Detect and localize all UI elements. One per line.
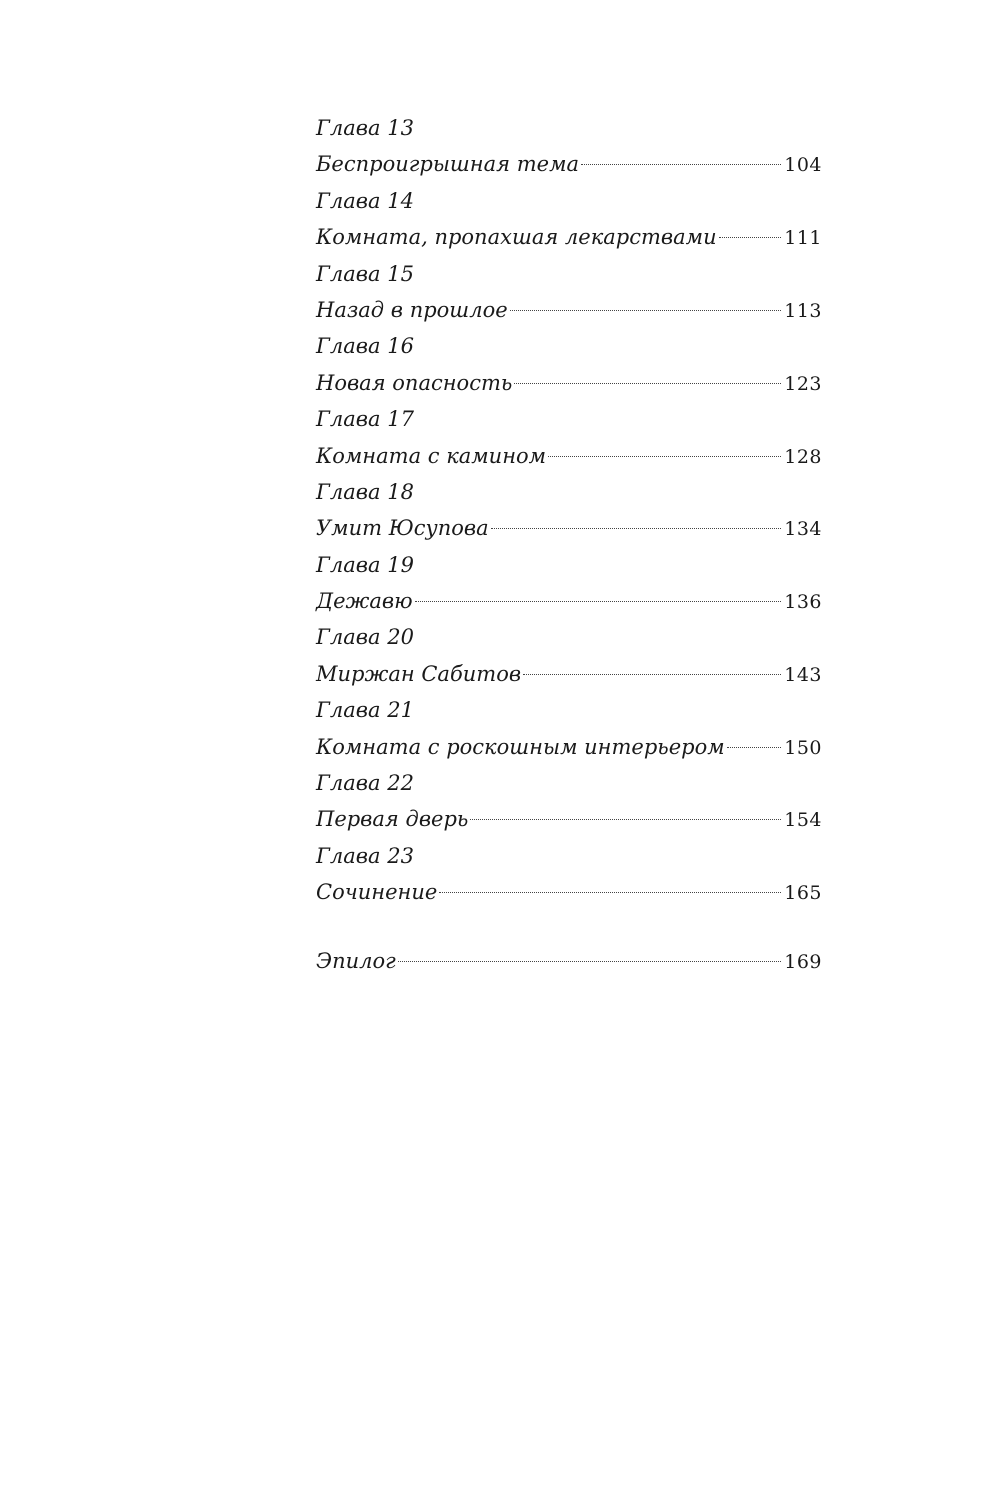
toc-entry — [316, 510, 822, 546]
toc-group — [316, 328, 822, 401]
entry-page-number: 169 — [784, 950, 822, 973]
toc-entry — [316, 874, 822, 910]
entry-title: Умит Юсупова — [316, 516, 489, 541]
dot-leader — [719, 237, 782, 238]
entry-page-number: 143 — [784, 663, 822, 686]
entry-title: Миржан Сабитов — [316, 661, 522, 686]
toc-entry — [316, 438, 822, 474]
section-gap — [316, 911, 822, 943]
dot-leader — [514, 383, 781, 384]
toc-group — [316, 765, 822, 838]
epilogue-entry — [316, 943, 822, 979]
toc-group — [316, 401, 822, 474]
toc-group — [316, 838, 822, 911]
dot-leader — [470, 819, 781, 820]
chapter-label: Глава 20 — [316, 625, 414, 650]
toc-group — [316, 547, 822, 620]
entry-page-number: 128 — [784, 445, 822, 468]
chapter-label: Глава 19 — [316, 552, 414, 577]
toc-entry — [316, 292, 822, 328]
entry-title: Новая опасность — [316, 370, 513, 395]
dot-leader — [415, 601, 782, 602]
chapter-label: Глава 21 — [316, 698, 414, 723]
table-of-contents — [316, 110, 822, 979]
entry-title: Беспроигрышная тема — [316, 152, 580, 177]
entry-title: Первая дверь — [316, 807, 469, 832]
dot-leader — [727, 747, 782, 748]
entry-title: Комната с камином — [316, 443, 547, 468]
chapter-label: Глава 16 — [316, 334, 414, 359]
entry-page-number: 123 — [784, 372, 822, 395]
entry-page-number: 104 — [784, 154, 822, 177]
entry-page-number: 134 — [784, 518, 822, 541]
chapter-label: Глава 14 — [316, 188, 414, 213]
dot-leader — [581, 164, 781, 165]
entry-page-number: 136 — [784, 591, 822, 614]
dot-leader — [548, 456, 781, 457]
chapter-label: Глава 17 — [316, 407, 414, 432]
chapter-label: Глава 18 — [316, 479, 414, 504]
toc-entry — [316, 729, 822, 765]
chapter-label: Глава 22 — [316, 771, 414, 796]
toc-entry — [316, 583, 822, 619]
toc-group — [316, 619, 822, 692]
entry-page-number: 113 — [784, 299, 822, 322]
toc-group — [316, 110, 822, 183]
dot-leader — [523, 674, 781, 675]
toc-entry — [316, 656, 822, 692]
entry-title: Сочинение — [316, 880, 438, 905]
toc-group — [316, 183, 822, 256]
entry-page-number: 150 — [784, 736, 822, 759]
entry-title: Назад в прошлое — [316, 297, 508, 322]
entry-page-number: 154 — [784, 809, 822, 832]
entry-title: Комната с роскошным интерьером — [316, 734, 725, 759]
toc-entry — [316, 219, 822, 255]
toc-group — [316, 256, 822, 329]
chapter-label: Глава 23 — [316, 843, 414, 868]
toc-group — [316, 692, 822, 765]
dot-leader — [398, 961, 781, 962]
entry-page-number: 165 — [784, 882, 822, 905]
toc-entry — [316, 146, 822, 182]
dot-leader — [439, 892, 781, 893]
entry-title: Эпилог — [316, 948, 396, 973]
dot-leader — [510, 310, 782, 311]
dot-leader — [491, 528, 782, 529]
entry-title: Комната, пропахшая лекарствами — [316, 225, 717, 250]
entry-page-number: 111 — [784, 227, 822, 250]
chapter-label: Глава 15 — [316, 261, 414, 286]
toc-entry — [316, 365, 822, 401]
toc-group — [316, 474, 822, 547]
chapter-label: Глава 13 — [316, 116, 414, 140]
toc-entry — [316, 801, 822, 837]
entry-title: Дежавю — [316, 589, 413, 614]
